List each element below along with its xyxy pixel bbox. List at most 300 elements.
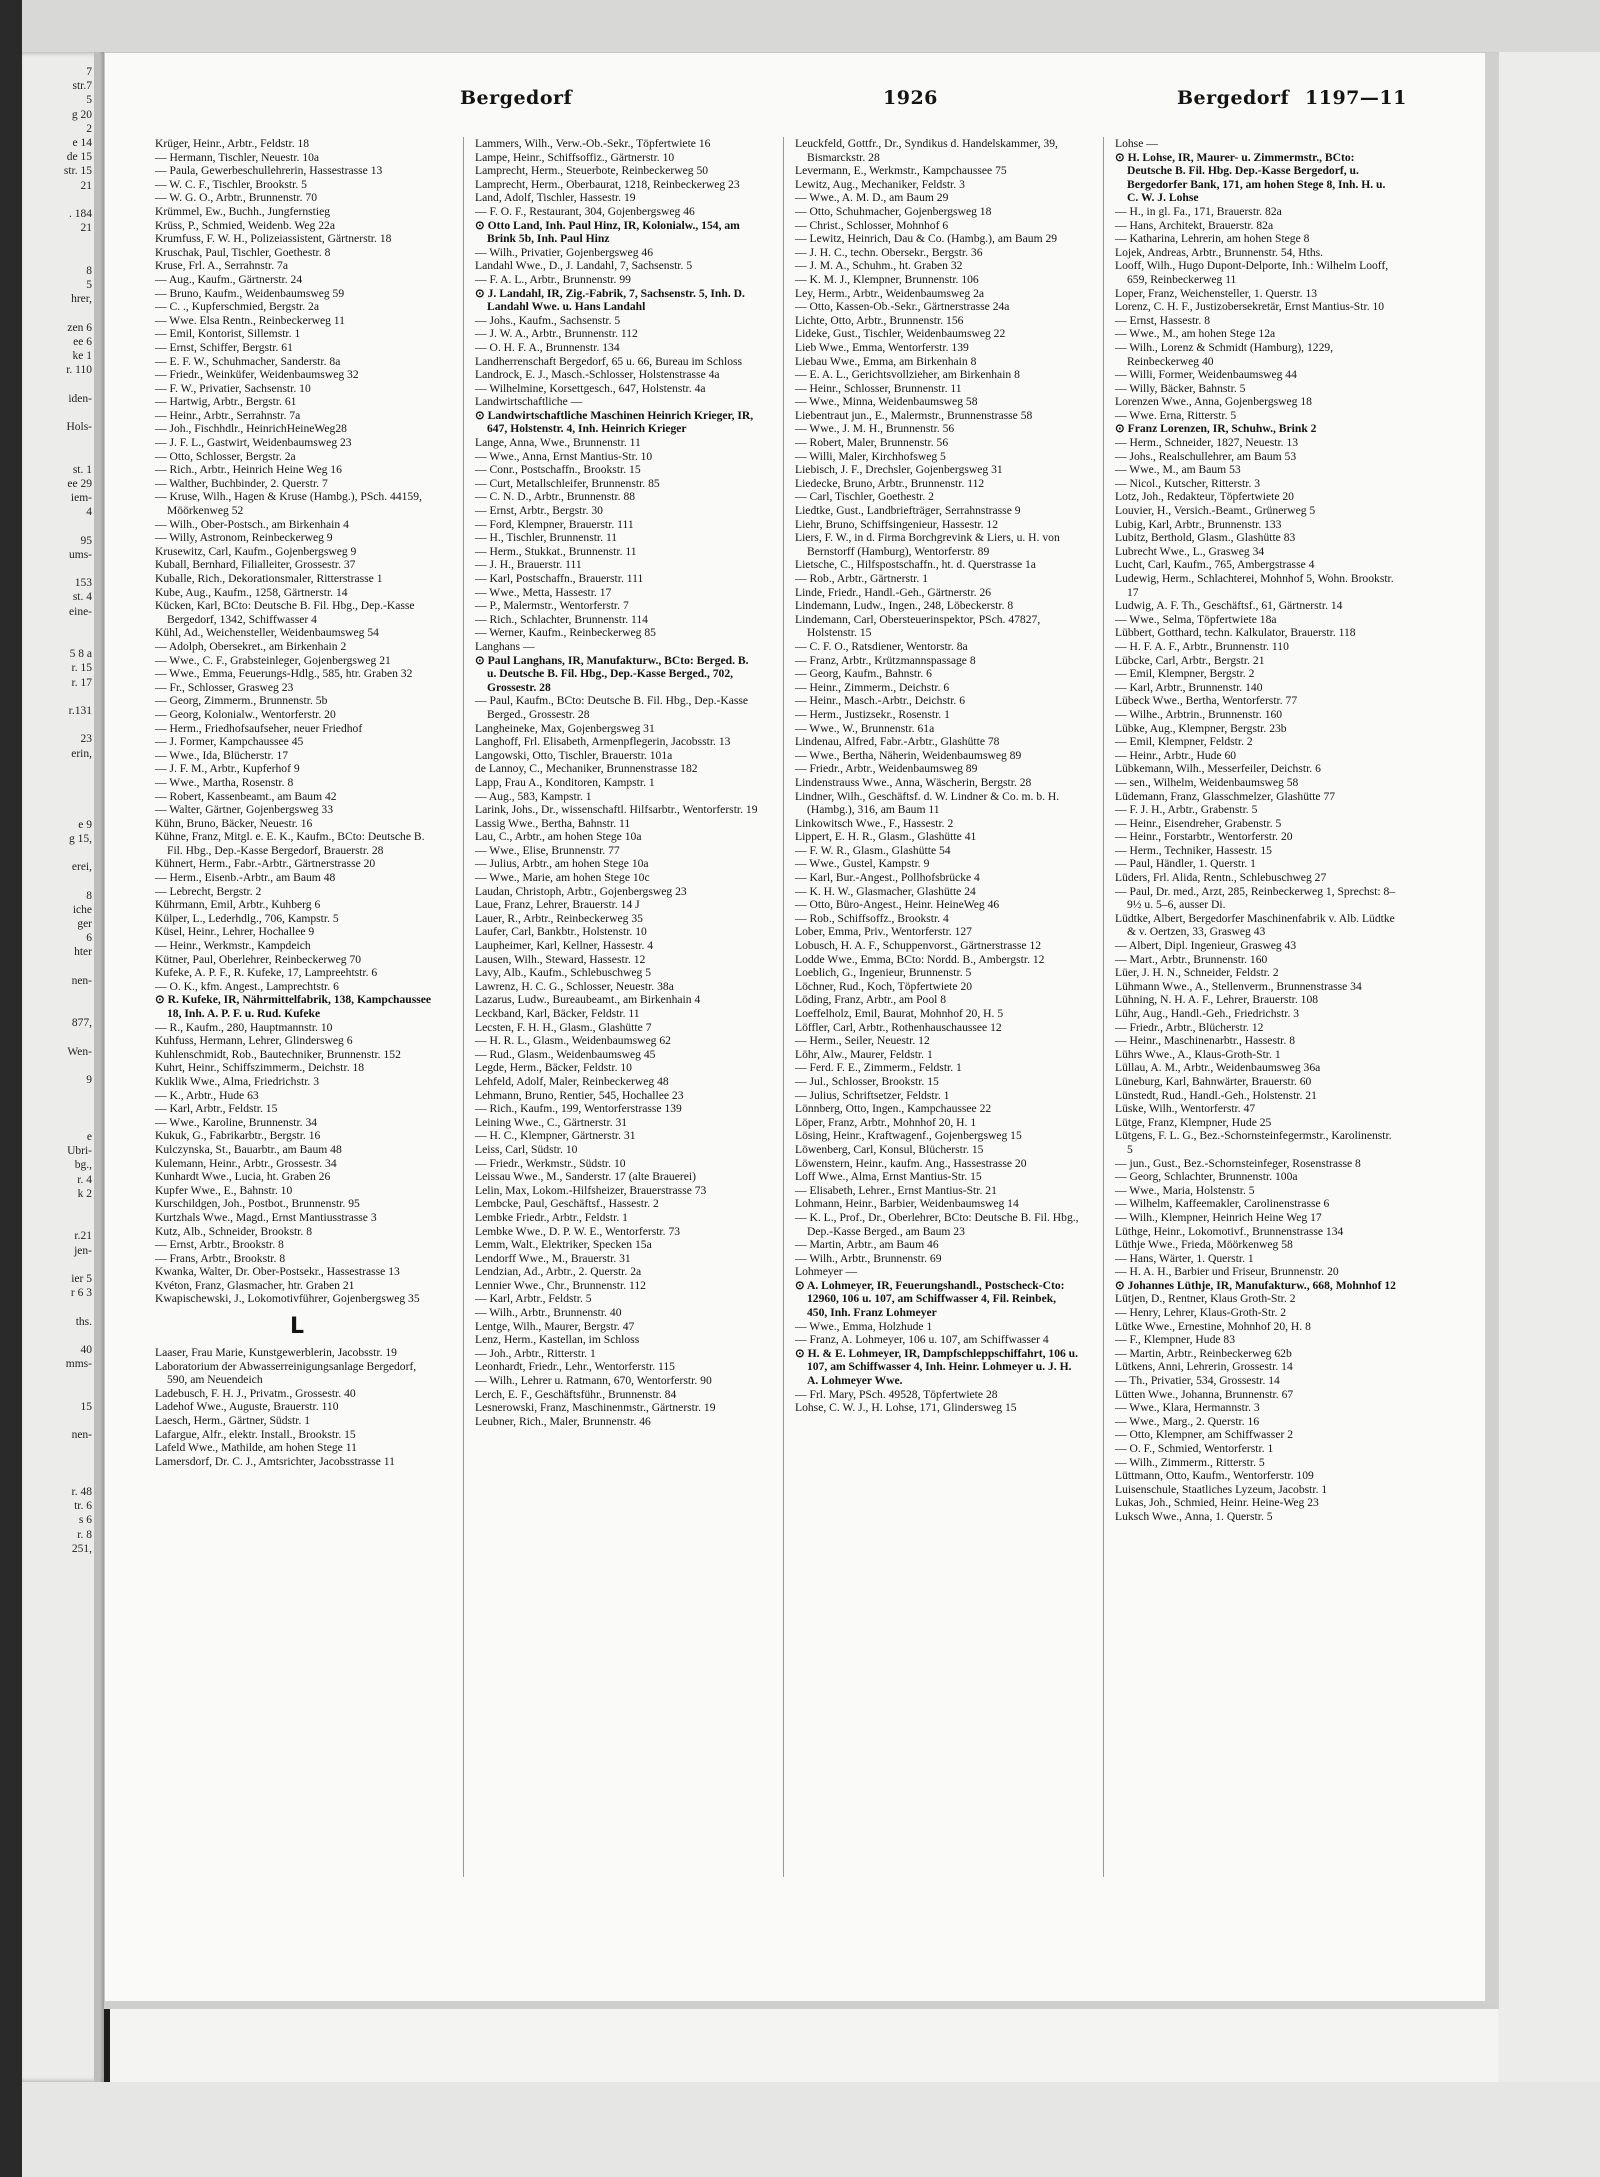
previous-page-fragment: ke 1 [72,350,92,362]
directory-entry: — Heinr., Eisendreher, Grabenstr. 5 [1115,816,1282,830]
directory-entry: Lammers, Wilh., Verw.-Ob.-Sekr., Töpfertwiete 16 [475,137,711,150]
directory-entry: Kube, Aug., Kaufm., 1258, Gärtnerstr. 14 [155,585,348,599]
directory-entry: Luksch Wwe., Anna, 1. Querstr. 5 [1115,1509,1273,1523]
directory-entry: — Otto, Kassen-Ob.-Sekr., Gärtnerstrasse 24a [795,300,1010,314]
directory-entry: Lorenzen Wwe., Anna, Gojenbergsweg 18 [1115,395,1312,409]
directory-entry: Lühning, N. H. A. F., Lehrer, Brauerstr. 108 [1115,993,1319,1007]
directory-entry: — Emil, Kontorist, Sillemstr. 1 [155,327,301,341]
directory-entry: — Heinr., Werkmstr., Kampdeich [155,939,311,953]
directory-entry: Loper, Franz, Weichensteller, 1. Querstr. 13 [1115,286,1318,300]
directory-entry: — Herm., Schneider, 1827, Neuestr. 13 [1115,436,1299,450]
previous-page-fragment: s 6 [78,1514,92,1527]
directory-entry: Lichte, Otto, Arbtr., Brunnenstr. 156 [795,313,964,327]
directory-entry: Lohmeyer — [795,1265,858,1279]
previous-page-fragment: 6 [86,932,92,945]
directory-entry: Löding, Franz, Arbtr., am Pool 8 [795,993,947,1007]
directory-entry: Lüllau, A. M., Arbtr., Weidenbaumsweg 36a [1115,1061,1321,1075]
previous-page-fragment: 95 [80,534,92,547]
previous-page-fragment: e 9 [78,818,92,831]
directory-entry: Lüdemann, Franz, Glasschmelzer, Glashütte 77 [1115,789,1336,803]
directory-entry: Lüthje Wwe., Frieda, Möörkenweg 58 [1115,1238,1293,1252]
directory-entry: — Hartwig, Arbtr., Bergstr. 61 [155,395,297,409]
directory-entry: — Adolph, Obersekret., am Birkenhain 2 [155,639,347,653]
directory-entry: Lafeld Wwe., Mathilde, am hohen Stege 11 [155,1441,357,1455]
directory-entry: Liedecke, Bruno, Arbtr., Brunnenstr. 112 [795,476,985,490]
directory-entry: — Wilhelm, Kaffeemakler, Carolinenstrasse 6 [1115,1197,1330,1211]
directory-entry: — Rud., Glasm., Weidenbaumsweg 45 [475,1047,656,1061]
previous-page-fragment: nen- [71,974,92,987]
directory-entry: Kühne, Franz, Mitgl. e. E. K., Kaufm., BCto: Deutsche B. Fil. Hbg., Dep.-Kasse Bergedorf, Brauerstr. 28 [155,830,425,857]
directory-entry: Liedtke, Gust., Landbriefträger, Serrahnstrasse 9 [795,504,1021,518]
directory-entry: — Otto, Schuhmacher, Gojenbergsweg 18 [795,204,992,218]
directory-entry: — Albert, Dipl. Ingenieur, Grasweg 43 [1115,939,1297,953]
directory-entry: — Julius, Arbtr., am hohen Stege 10a [475,857,649,871]
directory-entry: — Willi, Former, Weidenbaumsweg 44 [1115,368,1297,382]
previous-page-fragment: nen- [71,1429,92,1442]
scan-bottom-margin [22,2082,1600,2177]
directory-entry: Lotz, Joh., Redakteur, Töpfertwiete 20 [1115,490,1294,504]
column-1-entries-k [155,137,439,1306]
directory-entry: Lembke Wwe., D. P. W. E., Wentorferstr. 73 [475,1224,681,1238]
previous-page-fragment: r. 4 [77,1173,92,1186]
directory-entry: Liebau Wwe., Emma, am Birkenhain 8 [795,354,977,368]
directory-entry: — Karl, Bur.-Angest., Pollhofsbrücke 4 [795,871,980,885]
directory-entry: Krusewitz, Carl, Kaufm., Gojenbergsweg 9 [155,544,357,558]
directory-entry: Laudan, Christoph, Arbtr., Gojenbergsweg 23 [475,884,687,898]
directory-entry: Lojek, Andreas, Arbtr., Brunnenstr. 54, Hths. [1115,245,1324,259]
directory-entry: Leissau Wwe., M., Sanderstr. 17 (alte Brauerei) [475,1170,696,1184]
directory-entry: — Mart., Arbtr., Brunnenstr. 160 [1115,952,1268,966]
directory-entry: — Ernst, Arbtr., Bergstr. 30 [475,504,603,518]
directory-entry: Landherrenschaft Bergedorf, 65 u. 66, Bureau im Schloss [475,354,743,368]
directory-entry: — J. M. A., Schuhm., ht. Graben 32 [795,259,963,273]
directory-entry: Lendzian, Ad., Arbtr., 2. Querstr. 2a [475,1265,642,1279]
previous-page-fragment: 5 8 a [69,648,92,661]
directory-entry: — Willy, Bäcker, Bahnstr. 5 [1115,381,1246,395]
directory-entry: — Frl. Mary, PSch. 49528, Töpfertwiete 28 [795,1387,998,1401]
directory-entry: — Paul, Händler, 1. Querstr. 1 [1115,857,1256,871]
directory-entry: Liers, F. W., in d. Firma Borchgrevink & Liers, u. H. von Bernstorff (Hamburg), Wentorferstr. 89 [795,531,1060,558]
directory-entry: Lobusch, H. A. F., Schuppenvorst., Gärtnerstrasse 12 [795,939,1042,953]
directory-entry: Kurschildgen, Joh., Postbot., Brunnenstr. 95 [155,1197,360,1211]
directory-entry: — Herm., Seiler, Neuestr. 12 [795,1034,930,1048]
previous-page-fragment: str.7 [72,80,92,93]
directory-entry: Lausen, Wilh., Steward, Hassestr. 12 [475,952,646,966]
column-3 [795,137,1079,1937]
previous-page-fragment: 15 [80,1400,92,1413]
directory-entry: Kütner, Paul, Oberlehrer, Reinbeckerweg 70 [155,952,362,966]
directory-entry: — Martin, Arbtr., am Baum 46 [795,1238,939,1252]
directory-entry: Krüss, P., Schmied, Weidenb. Weg 22a [155,218,335,232]
previous-page-fragment: 251, [71,1542,92,1555]
directory-entry: — Wilh., Zimmerm., Ritterstr. 5 [1115,1455,1265,1469]
directory-entry: Laesch, Herm., Gärtner, Südstr. 1 [155,1414,311,1428]
directory-entry: Kupfer Wwe., E., Bahnstr. 10 [155,1183,293,1197]
directory-entry: — F., Klempner, Hude 83 [1115,1333,1236,1347]
directory-entry: Lober, Emma, Priv., Wentorferstr. 127 [795,925,972,939]
directory-entry: ⊙ Johannes Lüthje, IR, Manufakturw., 668, Mohnhof 12 [1115,1278,1396,1292]
directory-entry: — Franz, A. Lohmeyer, 106 u. 107, am Schiffwasser 4 [795,1333,1049,1347]
directory-entry: — Wilh., Privatier, Gojenbergsweg 46 [475,245,653,259]
directory-entry: Lüttmann, Otto, Kaufm., Wentorferstr. 109 [1115,1469,1314,1483]
directory-entry: Lubig, Karl, Arbtr., Brunnenstr. 133 [1115,517,1282,531]
directory-entry: — Wwe., Emma, Holzhude 1 [795,1319,933,1333]
directory-entry: — Herm., Eisenb.-Arbtr., am Baum 48 [155,871,336,885]
directory-entry: — Elisabeth, Lehrer., Ernst Mantius-Str. 21 [795,1183,997,1197]
directory-entry: — W. G. O., Arbtr., Brunnenstr. 70 [155,191,317,205]
directory-entry: Ludewig, Herm., Schlachterei, Mohnhof 5, Wohn. Brookstr. 17 [1115,572,1394,599]
directory-entry: Lohse, C. W. J., H. Lohse, 171, Glindersweg 15 [795,1401,1017,1415]
directory-entry: — Paula, Gewerbeschullehrerin, Hassestrasse 13 [155,164,383,178]
directory-entry: Lütkens, Anni, Lehrerin, Grossestr. 14 [1115,1360,1293,1374]
directory-entry: Kuhrt, Heinr., Schiffszimmerm., Deichstr. 18 [155,1061,365,1075]
previous-page-fragment: ee 6 [73,335,92,348]
directory-entry: — Wwe., Karoline, Brunnenstr. 34 [155,1115,318,1129]
directory-entry: — Conr., Postschaffn., Brookstr. 15 [475,463,641,477]
directory-entry: — Friedr., Weinküfer, Weidenbaumsweg 32 [155,368,359,382]
directory-entry: Lamprecht, Herm., Steuerbote, Reinbeckerweg 50 [475,164,709,178]
directory-entry: Ladebusch, F. H. J., Privatm., Grossestr. 40 [155,1386,356,1400]
directory-entry: — Emil, Klempner, Bergstr. 2 [1115,667,1255,681]
directory-entry: Lüske, Wilh., Wentorferstr. 47 [1115,1102,1256,1116]
directory-entry: — E. F. W., Schuhmacher, Sanderstr. 8a [155,354,341,368]
column-divider [1103,137,1104,1877]
previous-page-fragment: e 14 [72,137,92,149]
directory-entry: — Walther, Buchbinder, 2. Querstr. 7 [155,476,328,490]
directory-entry: Lübke, Aug., Klempner, Bergstr. 23b [1115,721,1287,735]
directory-entry: Lütten Wwe., Johanna, Brunnenstr. 67 [1115,1387,1294,1401]
directory-entry: Küsel, Heinr., Lehrer, Hochallee 9 [155,925,315,939]
directory-entry: — Georg, Zimmerm., Brunnenstr. 5b [155,694,328,708]
page-header [105,79,1485,115]
directory-entry: Löper, Franz, Arbtr., Mohnhof 20, H. 1 [795,1115,977,1129]
directory-entry: — H., Tischler, Brunnenstr. 11 [475,531,618,545]
column-divider [463,137,464,1877]
directory-entry: — Ferd. F. E., Zimmerm., Feldstr. 1 [795,1061,962,1075]
directory-entry: Kruschak, Paul, Tischler, Goethestr. 8 [155,245,331,259]
directory-entry: — Curt, Metallschleifer, Brunnenstr. 85 [475,476,660,490]
directory-entry: Liehr, Bruno, Schiffsingenieur, Hassestr. 12 [795,517,999,531]
directory-entry: — Ernst, Schiffer, Bergstr. 61 [155,340,293,354]
directory-entry: — Robert, Kassenbeamt., am Baum 42 [155,789,337,803]
directory-entry: Lorenz, C. H. F., Justizobersekretär, Ernst Mantius-Str. 10 [1115,300,1385,314]
directory-entry: Lübcke, Carl, Arbtr., Bergstr. 21 [1115,653,1265,667]
directory-entry: Laupheimer, Karl, Kellner, Hassestr. 4 [475,939,654,953]
directory-entry: Krumfuss, F. W. H., Polizeiassistent, Gärtnerstr. 18 [155,232,392,246]
directory-entry: Leiss, Carl, Südstr. 10 [475,1142,578,1156]
directory-entry: Lühmann Wwe., A., Stellenverm., Brunnenstrasse 34 [1115,979,1362,993]
directory-entry: — Martin, Arbtr., Reinbeckerweg 62b [1115,1346,1292,1360]
previous-page-fragment: r. 8 [77,1528,92,1541]
directory-entry: — Wwe., Maria, Holstenstr. 5 [1115,1183,1255,1197]
directory-entry: Lubitz, Berthold, Glasm., Glashütte 83 [1115,531,1296,545]
previous-page-fragment: 8 [86,889,92,902]
directory-entry: — Paul, Kaufm., BCto: Deutsche B. Fil. Hbg., Dep.-Kasse Berged., Grossestr. 28 [475,694,749,721]
previous-page-fragment: bg., [74,1159,92,1172]
directory-entry: — Wilhelmine, Korsettgesch., 647, Holstenstr. 4a [475,381,706,395]
directory-entry: — Wwe., C. F., Grabsteinleger, Gojenbergsweg 21 [155,653,391,667]
directory-entry: Löffler, Carl, Arbtr., Rothenhauschaussee 12 [795,1020,1002,1034]
previous-page-fragment: tr. 6 [74,1500,92,1513]
directory-entry: — Karl, Arbtr., Feldstr. 15 [155,1102,278,1116]
previous-page-fragment: 23 [80,733,92,746]
directory-entry: Lübkemann, Wilh., Messerfeiler, Deichstr. 6 [1115,762,1321,776]
directory-entry: Landwirtschaftliche — [475,395,583,409]
directory-entry: — C. N. D., Arbtr., Brunnenstr. 88 [475,490,636,504]
directory-entry: ⊙ Paul Langhans, IR, Manufakturw., BCto: Berged. B. u. Deutsche B. Fil. Hbg., Dep.-Kasse Berged., 702, Grossestr. 28 [475,653,749,694]
directory-entry: Löwenberg, Carl, Konsul, Blücherstr. 15 [795,1142,984,1156]
directory-entry: — Th., Privatier, 534, Grossestr. 14 [1115,1374,1280,1388]
previous-page-fragment: jen- [74,1244,92,1257]
directory-entry: Lelin, Max, Lokom.-Hilfsheizer, Brauerstrasse 73 [475,1183,707,1197]
directory-entry: Kvéton, Franz, Glasmacher, htr. Graben 21 [155,1278,355,1292]
directory-entry: — Hermann, Tischler, Neuestr. 10a [155,150,320,164]
directory-entry: — Fr., Schlosser, Grasweg 23 [155,680,294,694]
directory-entry: Loeblich, G., Ingenieur, Brunnenstr. 5 [795,966,972,980]
directory-entry: — sen., Wilhelm, Weidenbaumsweg 58 [1115,775,1299,789]
directory-entry: Liebentraut jun., E., Malermstr., Brunnenstrasse 58 [795,408,1033,422]
directory-entry: Lühr, Aug., Handl.-Geh., Friedrichstr. 3 [1115,1007,1300,1020]
directory-entry: — J. H., Brauerstr. 111 [475,558,582,572]
directory-entry: Lassig Wwe., Bertha, Bahnstr. 11 [475,816,631,830]
directory-entry: — Aug., Kaufm., Gärtnerstr. 24 [155,272,303,286]
directory-entry: — Paul, Dr. med., Arzt, 285, Reinbeckerweg 1, Sprechst: 8–9½ u. 5–6, ausser Di. [1115,884,1396,912]
previous-page-edge [22,52,110,2082]
directory-entry: Lamersdorf, Dr. C. J., Amtsrichter, Jacobsstrasse 11 [155,1454,395,1468]
directory-entry: — Heinr., Forstarbtr., Wentorferstr. 20 [1115,830,1293,844]
directory-entry: — Heinr., Schlosser, Brunnenstr. 11 [795,381,962,395]
column-1 [155,137,439,1937]
directory-entry: Lüdtke, Albert, Bergedorfer Maschinenfabrik v. Alb. Lüdtke & v. Oertzen, 33, Grasweg 43 [1115,911,1395,939]
directory-entry: Kurtzhals Wwe., Magd., Ernst Mantiusstrasse 3 [155,1210,377,1224]
directory-entry: — jun., Gust., Bez.-Schornsteinfeger, Rosenstrasse 8 [1115,1156,1361,1170]
directory-entry: Lau, C., Arbtr., am hohen Stege 10a [475,830,642,844]
directory-entry: — Wilh., Klempner, Heinrich Heine Weg 17 [1115,1210,1322,1224]
directory-entry: Kulemann, Heinr., Arbtr., Grossestr. 34 [155,1156,337,1170]
directory-entry: — Friedr., Werkmstr., Südstr. 10 [475,1156,626,1170]
directory-entry: Kühl, Ad., Weichensteller, Weidenbaumsweg 54 [155,626,379,640]
directory-entry: — Emil, Klempner, Feldstr. 2 [1115,735,1253,749]
scan-right-margin [1498,52,1600,2082]
directory-entry: — K. L., Prof., Dr., Oberlehrer, BCto: Deutsche B. Fil. Hbg., Dep.-Kasse Berged., am Baum 23 [795,1210,1079,1238]
directory-entry: — Wilh., Ober-Postsch., am Birkenhain 4 [155,517,349,531]
directory-entry: — Kruse, Wilh., Hagen & Kruse (Hambg.), PSch. 44159, Möörkenweg 52 [155,490,422,518]
directory-entry: — Georg, Kolonialw., Wentorferstr. 20 [155,707,336,721]
directory-entry: Linde, Friedr., Handl.-Geh., Gärtnerstr. 26 [795,585,992,599]
directory-entry: — P., Malermstr., Wentorferstr. 7 [475,599,629,613]
directory-entry: Langheineke, Max, Gojenbergsweg 31 [475,721,655,735]
directory-entry: — Wilhe., Arbtrin., Brunnenstr. 160 [1115,707,1283,721]
directory-entry: — Henry, Lehrer, Klaus-Groth-Str. 2 [1115,1306,1287,1320]
directory-entry: — Herm., Friedhofsaufseher, neuer Friedhof [155,721,363,735]
directory-entry: — F. J. H., Arbtr., Grabenstr. 5 [1115,803,1258,817]
directory-entry: — R., Kaufm., 280, Hauptmannstr. 10 [155,1020,333,1034]
directory-entry: — C. ., Kupferschmied, Bergstr. 2a [155,300,320,314]
previous-page-fragment: r. 17 [71,676,92,689]
directory-entry: — Rob., Arbtr., Gärtnerstr. 1 [795,572,928,585]
previous-page-fragment: hter [74,946,92,959]
directory-entry: Landrock, E. J., Masch.-Schlosser, Holstenstrasse 4a [475,368,720,382]
previous-page-fragment: eine- [69,605,92,618]
directory-entry: Lehmann, Bruno, Rentier, 545, Hochallee 23 [475,1088,684,1102]
column-1-entries-l [155,1346,439,1468]
directory-entry: — Wwe., Minna, Weidenbaumsweg 58 [795,395,978,409]
directory-entry: Lindenstrauss Wwe., Anna, Wäscherin, Bergstr. 28 [795,775,1032,789]
directory-entry: Lünstedt, Rud., Handl.-Geh., Holstenstr. 21 [1115,1088,1317,1102]
directory-entry: ⊙ Franz Lorenzen, IR, Schuhw., Brink 2 [1115,422,1317,436]
directory-entry: — Lebrecht, Bergstr. 2 [155,884,262,898]
directory-entry: Löwenstern, Heinr., kaufm. Ang., Hassestrasse 20 [795,1156,1027,1170]
previous-page-fragment: hrer, [71,293,92,306]
directory-entry: — Herm., Stukkat., Brunnenstr. 11 [475,544,637,558]
directory-entry: — Wwe., Emma, Feuerungs-Hdlg., 585, htr. Graben 32 [155,667,413,681]
directory-entry: — C. F. O., Ratsdiener, Wentorstr. 8a [795,639,968,653]
directory-entry: — K., Arbtr., Hude 63 [155,1088,259,1102]
directory-entry: — Jul., Schlosser, Brookstr. 15 [795,1074,939,1088]
directory-entry: Löhr, Alw., Maurer, Feldstr. 1 [795,1047,933,1061]
directory-entry: Lüders, Frl. Alida, Rentn., Schlebuschweg 27 [1115,871,1327,885]
running-head-left: Bergedorf [460,87,573,109]
previous-page-fragment: 21 [80,179,92,192]
directory-entry: Lukas, Joh., Schmied, Heinr. Heine-Weg 23 [1115,1496,1319,1510]
previous-page-fragment: 2 [86,122,92,135]
directory-entry: Lodde Wwe., Emma, BCto: Nordd. B., Ambergstr. 12 [795,952,1045,966]
directory-entry: Kruse, Frl. A., Serrahnstr. 7a [155,259,288,273]
directory-entry: Lindner, Wilh., Geschäftsf. d. W. Lindner & Co. m. b. H. (Hambg.), 316, am Baum 11 [795,789,1060,817]
directory-entry: Lüer, J. H. N., Schneider, Feldstr. 2 [1115,966,1279,980]
column-divider [783,137,784,1877]
directory-entry: Lütjen, D., Rentner, Klaus Groth-Str. 2 [1115,1292,1296,1306]
directory-entry: ⊙ A. Lohmeyer, IR, Feuerungshandl., Postscheck-Cto: 12960, 106 u. 107, am Schiffwasser 4, Fil. Reinbek, 450, Inh. Franz Lohmeyer [795,1278,1065,1320]
directory-entry: Leckband, Karl, Bäcker, Feldstr. 11 [475,1007,640,1020]
directory-entry: Kufeke, A. P. F., R. Kufeke, 17, Lampreehtstr. 6 [155,966,378,980]
previous-page-fragment: zen 6 [67,321,92,334]
directory-entry: — H., in gl. Fa., 171, Brauerstr. 82a [1115,204,1282,218]
directory-entry: — Rich., Schlachter, Brunnenstr. 114 [475,612,648,626]
directory-entry: Lewitz, Aug., Mechaniker, Feldstr. 3 [795,177,965,191]
directory-entry: Kwapischewski, J., Lokomotivführer, Gojenbergsweg 35 [155,1292,420,1306]
directory-entry: — F. O. F., Restaurant, 304, Gojenbergsweg 46 [475,204,695,218]
directory-entry: Lazarus, Ludw., Bureaubeamt., am Birkenhain 4 [475,993,701,1007]
directory-entry: — H. R. L., Glasm., Weidenbaumsweg 62 [475,1034,671,1048]
section-letter-l: L [289,1314,305,1340]
directory-entry: — Herm., Techniker, Hassestr. 15 [1115,843,1272,857]
directory-entry: — Aug., 583, Kampstr. 1 [475,789,592,803]
previous-page-fragment: r. 110 [66,364,92,377]
directory-entry: — Ernst, Arbtr., Brookstr. 8 [155,1238,284,1252]
previous-page-fragment: 40 [80,1344,92,1356]
directory-entry: — Willi, Maler, Kirchhofsweg 5 [795,449,946,463]
directory-entry: Löchner, Rud., Koch, Töpfertwiete 20 [795,979,973,993]
directory-entry: Ladehof Wwe., Auguste, Brauerstr. 110 [155,1400,339,1414]
directory-entry: Kwanka, Walter, Dr. Ober-Postsekr., Hassestrasse 13 [155,1265,400,1279]
previous-page-fragment: st. 1 [72,463,92,476]
directory-entry: — Wilh., Lorenz & Schmidt (Hamburg), 1229, Reinbeckerweg 40 [1115,340,1334,368]
page-number: 1197—11 [1305,87,1407,109]
previous-page-fragment: 5 [86,279,92,291]
page-fold-shadow [94,52,100,2082]
directory-entry: Lübeck Wwe., Bertha, Wentorferstr. 77 [1115,694,1298,708]
directory-entry: Lohmann, Heinr., Barbier, Weidenbaumsweg 14 [795,1197,1019,1211]
directory-entry: — F. W., Privatier, Sachsenstr. 10 [155,381,311,395]
previous-page-fragment: Hols- [66,421,92,433]
directory-entry: Levermann, E., Werkmstr., Kampchaussee 75 [795,164,1007,178]
directory-entry: Lütke Wwe., Ernestine, Mohnhof 20, H. 8 [1115,1319,1311,1333]
directory-entry: — K. H. W., Glasmacher, Glashütte 24 [795,884,976,898]
directory-entry: — O. F., Schmied, Wentorferstr. 1 [1115,1442,1274,1455]
directory-entry: — J. F. M., Arbtr., Kupferhof 9 [155,762,300,776]
directory-entry: Lohse — [1115,137,1158,150]
directory-entry: Lawrenz, H. C. G., Schlosser, Neuestr. 38a [475,979,674,993]
directory-entry: — Ernst, Hassestr. 8 [1115,313,1210,327]
directory-entry: — Heinr., Zimmerm., Deichstr. 6 [795,680,950,694]
directory-entry: Looff, Wilh., Hugo Dupont-Delporte, Inh.: Wilhelm Looff, 659, Reinbeckerweg 11 [1115,259,1389,286]
directory-entry: — Otto, Schlosser, Bergstr. 2a [155,449,296,463]
directory-entry: — Otto, Klempner, am Schiffwasser 2 [1115,1428,1294,1442]
previous-page-fragment: mms- [65,1358,92,1371]
directory-entry: Laufer, Carl, Bankbtr., Holstenstr. 10 [475,925,647,939]
previous-page-fragment: str. 15 [63,165,92,178]
directory-entry: — Joh., Fischhdlr., HeinrichHeineWeg28 [155,422,347,436]
directory-entry: — Wwe., Martha, Rosenstr. 8 [155,775,294,789]
directory-entry: — Franz, Arbtr., Krützmannspassage 8 [795,653,976,667]
directory-entry: Lauer, R., Arbtr., Reinbeckerweg 35 [475,911,643,925]
previous-page-fragment: iche [72,903,92,916]
previous-page-fragment: r.21 [74,1230,92,1243]
directory-entry: Kuballe, Rich., Dekorationsmaler, Ritterstrasse 1 [155,572,383,585]
directory-entry: ⊙ R. Kufeke, IR, Nährmittelfabrik, 138, Kampchaussee 18, Inh. A. P. F. u. Rud. Kufeke [155,993,432,1020]
directory-entry: Lippert, E. H. R., Glasm., Glashütte 41 [795,830,977,844]
previous-page-fragment: st. 4 [72,591,92,604]
directory-entry: Lecsten, F. H. H., Glasm., Glashütte 7 [475,1020,652,1034]
directory-entry: ⊙ Landwirtschaftliche Maschinen Heinrich Krieger, IR, 647, Holstenstr. 4, Inh. Heinrich Krieger [475,408,754,436]
directory-entry: — Friedr., Arbtr., Blücherstr. 12 [1115,1020,1264,1034]
directory-entry: — Wwe., M., am Baum 53 [1115,463,1241,477]
directory-page [104,52,1499,2009]
directory-entry: Laue, Franz, Lehrer, Brauerstr. 14 J [475,898,640,912]
previous-page-fragment: k 2 [77,1187,92,1200]
column-4 [1115,137,1399,1937]
directory-entry: Krüger, Heinr., Arbtr., Feldstr. 18 [155,137,310,150]
directory-entry: — Wwe., Bertha, Näherin, Weidenbaumsweg 89 [795,748,1022,762]
directory-entry: Lösing, Heinr., Kraftwagenf., Gojenbergsweg 15 [795,1129,1022,1143]
directory-entry: — Wwe., J. M. H., Brunnenstr. 56 [795,422,955,436]
directory-entry: Lucht, Carl, Kaufm., 765, Ambergstrasse 4 [1115,558,1315,572]
directory-entry: Lenz, Herm., Kastellan, im Schloss [475,1333,640,1347]
previous-page-fragment: r. 48 [71,1486,92,1498]
scan-left-edge [0,0,22,2177]
directory-entry: — Otto, Büro-Angest., Heinr. HeineWeg 46 [795,898,1000,912]
previous-page-fragment: g 15, [69,832,92,845]
directory-entry: — Wilh., Arbtr., Brunnenstr. 40 [475,1306,622,1320]
previous-page-fragment: 21 [80,222,92,235]
directory-entry: — O. H. F. A., Brunnenstr. 134 [475,340,620,354]
directory-entry: Kutz, Alb., Schneider, Brookstr. 8 [155,1224,313,1238]
previous-page-fragment: erei, [71,861,92,874]
directory-entry: — Wwe., Ida, Blücherstr. 17 [155,748,289,762]
directory-entry: Luisenschule, Staatliches Lyzeum, Jacobstr. 1 [1115,1482,1328,1496]
directory-entry: — Heinr., Maschinenarbtr., Hassestr. 8 [1115,1034,1295,1048]
directory-entry: — Karl, Arbtr., Brunnenstr. 140 [1115,680,1263,694]
previous-page-fragment: g 20 [71,108,92,121]
directory-entry: Kührmann, Emil, Arbtr., Kuhberg 6 [155,898,321,912]
directory-entry: Lavy, Alb., Kaufm., Schlebuschweg 5 [475,966,652,980]
directory-entry: Külper, L., Lederhdlg., 706, Kampstr. 5 [155,911,339,925]
directory-entry: Lideke, Gust., Tischler, Weidenbaumsweg 22 [795,327,1006,341]
directory-entry: — Willy, Astronom, Reinbeckerweg 9 [155,531,333,545]
previous-page-fragment: iem- [70,492,92,504]
directory-entry: Lennier Wwe., Chr., Brunnenstr. 112 [475,1278,646,1292]
